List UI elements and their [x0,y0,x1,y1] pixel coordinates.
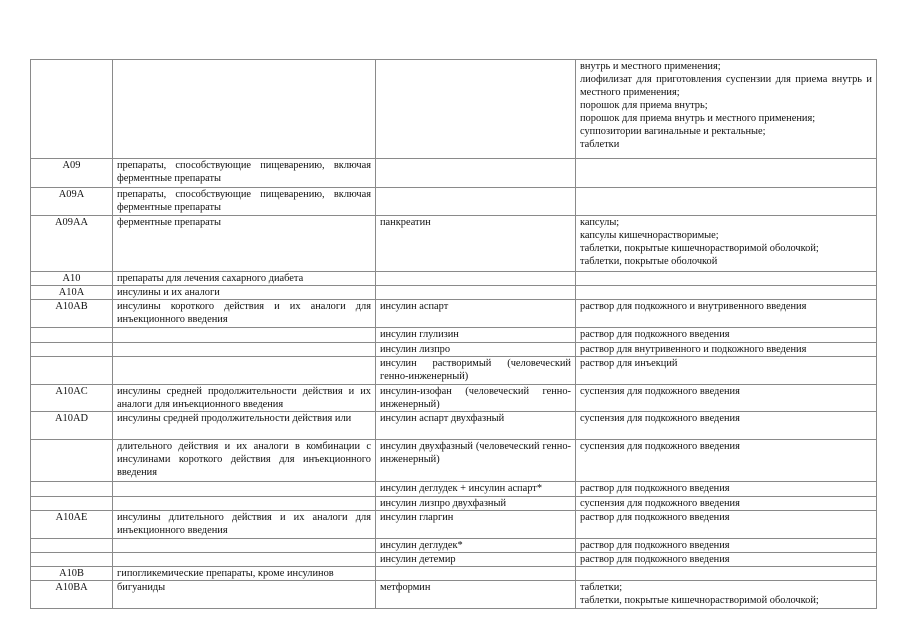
drug-name-cell: инсулин двухфазный (человеческий генно-инженерный) [376,440,576,482]
drug-name-cell: инсулин лизпро [376,343,576,357]
atc-group-cell: инсулины короткого действия и их аналоги для инъекционного введения [113,300,376,328]
table-row [31,272,877,286]
atc-code-cell: A10AB [31,300,113,328]
atc-code-cell: A09 [31,159,113,188]
dosage-form-line: суспензия для подкожного введения [580,498,740,509]
dosage-form-line: капсулы; [580,217,620,228]
atc-code-cell [31,60,113,159]
dosage-form-line: раствор для подкожного введения [580,512,730,523]
dosage-form-line: таблетки, покрытые кишечнорастворимой оболочкой; [580,243,819,254]
atc-group-cell [113,357,376,385]
dosage-form-line: лиофилизат для приготовления суспензии для приема внутрь и местного применения; [580,74,872,98]
atc-group-cell [113,328,376,343]
table-row [31,539,877,553]
table-row [31,159,877,188]
dosage-forms-cell [576,581,877,609]
drug-name-cell: инсулин гларгин [376,511,576,539]
atc-group-cell [113,497,376,511]
atc-code-cell: A09AA [31,216,113,272]
atc-code-cell [31,497,113,511]
dosage-form-line: суспензия для подкожного введения [580,413,740,424]
dosage-form-line: суспензия для подкожного введения [580,441,740,452]
drug-name-cell [376,159,576,188]
dosage-forms-cell [576,440,877,482]
atc-code-cell: A09A [31,188,113,216]
dosage-forms-cell [576,188,877,216]
drug-name-cell: инсулин лизпро двухфазный [376,497,576,511]
table-row [31,300,877,328]
atc-group-cell: препараты, способствующие пищеварению, включая ферментные препараты [113,188,376,216]
dosage-form-line: таблетки [580,139,620,150]
drug-name-cell: инсулин глулизин [376,328,576,343]
dosage-forms-cell [576,286,877,300]
drug-name-cell: инсулин детемир [376,553,576,567]
drug-name-cell [376,188,576,216]
drug-name-cell: инсулин деглудек + инсулин аспарт* [376,482,576,497]
drug-name-cell: инсулин-изофан (человеческий генно-инженерный) [376,385,576,412]
atc-group-cell: ферментные препараты [113,216,376,272]
table-row [31,581,877,609]
drug-name-cell: метформин [376,581,576,609]
dosage-forms-cell [576,482,877,497]
atc-group-cell: длительного действия и их аналоги в комбинации с инсулинами короткого действия для инъекционного введения [113,440,376,482]
atc-group-cell [113,60,376,159]
drug-name-cell: инсулин аспарт двухфазный [376,412,576,440]
dosage-forms-cell [576,511,877,539]
dosage-form-line: суппозитории вагинальные и ректальные; [580,126,766,137]
atc-code-cell: A10A [31,286,113,300]
atc-group-cell: инсулины средней продолжительности действия или [113,412,376,440]
table-row [31,497,877,511]
table-row [31,60,877,159]
dosage-forms-cell [576,159,877,188]
atc-code-cell: A10BA [31,581,113,609]
atc-code-cell [31,553,113,567]
dosage-form-line: порошок для приема внутрь; [580,100,708,111]
drug-name-cell [376,567,576,581]
atc-group-cell: препараты, способствующие пищеварению, включая ферментные препараты [113,159,376,188]
dosage-form-line: раствор для подкожного введения [580,540,730,551]
dosage-form-line: раствор для подкожного введения [580,329,730,340]
table-row [31,357,877,385]
dosage-forms-cell [576,539,877,553]
dosage-form-line: раствор для внутривенного и подкожного введения [580,344,807,355]
atc-code-cell [31,482,113,497]
drug-name-cell: инсулин деглудек* [376,539,576,553]
dosage-form-line: таблетки, покрытые кишечнорастворимой оболочкой; [580,595,819,606]
table-row [31,412,877,440]
dosage-forms-cell [576,272,877,286]
dosage-form-line: порошок для приема внутрь и местного применения; [580,113,816,124]
dosage-forms-cell [576,385,877,412]
dosage-form-line: раствор для подкожного введения [580,483,730,494]
dosage-forms-cell [576,497,877,511]
atc-code-cell: A10B [31,567,113,581]
atc-code-cell: A10AD [31,412,113,440]
atc-code-cell [31,343,113,357]
table-row [31,216,877,272]
table-row [31,482,877,497]
dosage-form-line: раствор для подкожного введения [580,554,730,565]
atc-code-cell [31,328,113,343]
dosage-forms-cell [576,60,877,159]
atc-group-cell: гипогликемические препараты, кроме инсулинов [113,567,376,581]
drug-name-cell: инсулин растворимый (человеческий генно-инженерный) [376,357,576,385]
dosage-form-line: суспензия для подкожного введения [580,386,740,397]
atc-code-cell [31,357,113,385]
drug-name-cell [376,60,576,159]
dosage-form-line: таблетки, покрытые оболочкой [580,256,718,267]
dosage-form-line: внутрь и местного применения; [580,61,721,72]
dosage-form-line: капсулы кишечнорастворимые; [580,230,719,241]
atc-group-cell: препараты для лечения сахарного диабета [113,272,376,286]
dosage-forms-cell [576,412,877,440]
table-row [31,343,877,357]
table-row [31,553,877,567]
atc-group-cell: инсулины средней продолжительности действия и их аналоги для инъекционного введения [113,385,376,412]
dosage-forms-cell [576,300,877,328]
dosage-forms-cell [576,357,877,385]
drug-name-cell: панкреатин [376,216,576,272]
table-row [31,567,877,581]
dosage-forms-cell [576,343,877,357]
atc-group-cell [113,539,376,553]
atc-group-cell [113,343,376,357]
atc-group-cell: бигуаниды [113,581,376,609]
table-row [31,286,877,300]
dosage-forms-cell [576,216,877,272]
dosage-form-line: таблетки; [580,582,623,593]
atc-code-cell: A10AC [31,385,113,412]
atc-group-cell: инсулины и их аналоги [113,286,376,300]
dosage-form-line: раствор для подкожного и внутривенного введения [580,301,807,312]
atc-code-cell [31,440,113,482]
drug-name-cell [376,272,576,286]
drug-name-cell [376,286,576,300]
dosage-forms-cell [576,567,877,581]
atc-group-cell [113,553,376,567]
table-row [31,511,877,539]
atc-code-cell: A10AE [31,511,113,539]
table-row [31,188,877,216]
atc-code-cell [31,539,113,553]
dosage-form-line: раствор для инъекций [580,358,678,369]
table-row [31,328,877,343]
atc-group-cell: инсулины длительного действия и их аналоги для инъекционного введения [113,511,376,539]
dosage-forms-cell [576,328,877,343]
table-row [31,385,877,412]
drug-classification-table [30,59,877,609]
atc-code-cell: A10 [31,272,113,286]
atc-group-cell [113,482,376,497]
table-row [31,440,877,482]
drug-name-cell: инсулин аспарт [376,300,576,328]
dosage-forms-cell [576,553,877,567]
